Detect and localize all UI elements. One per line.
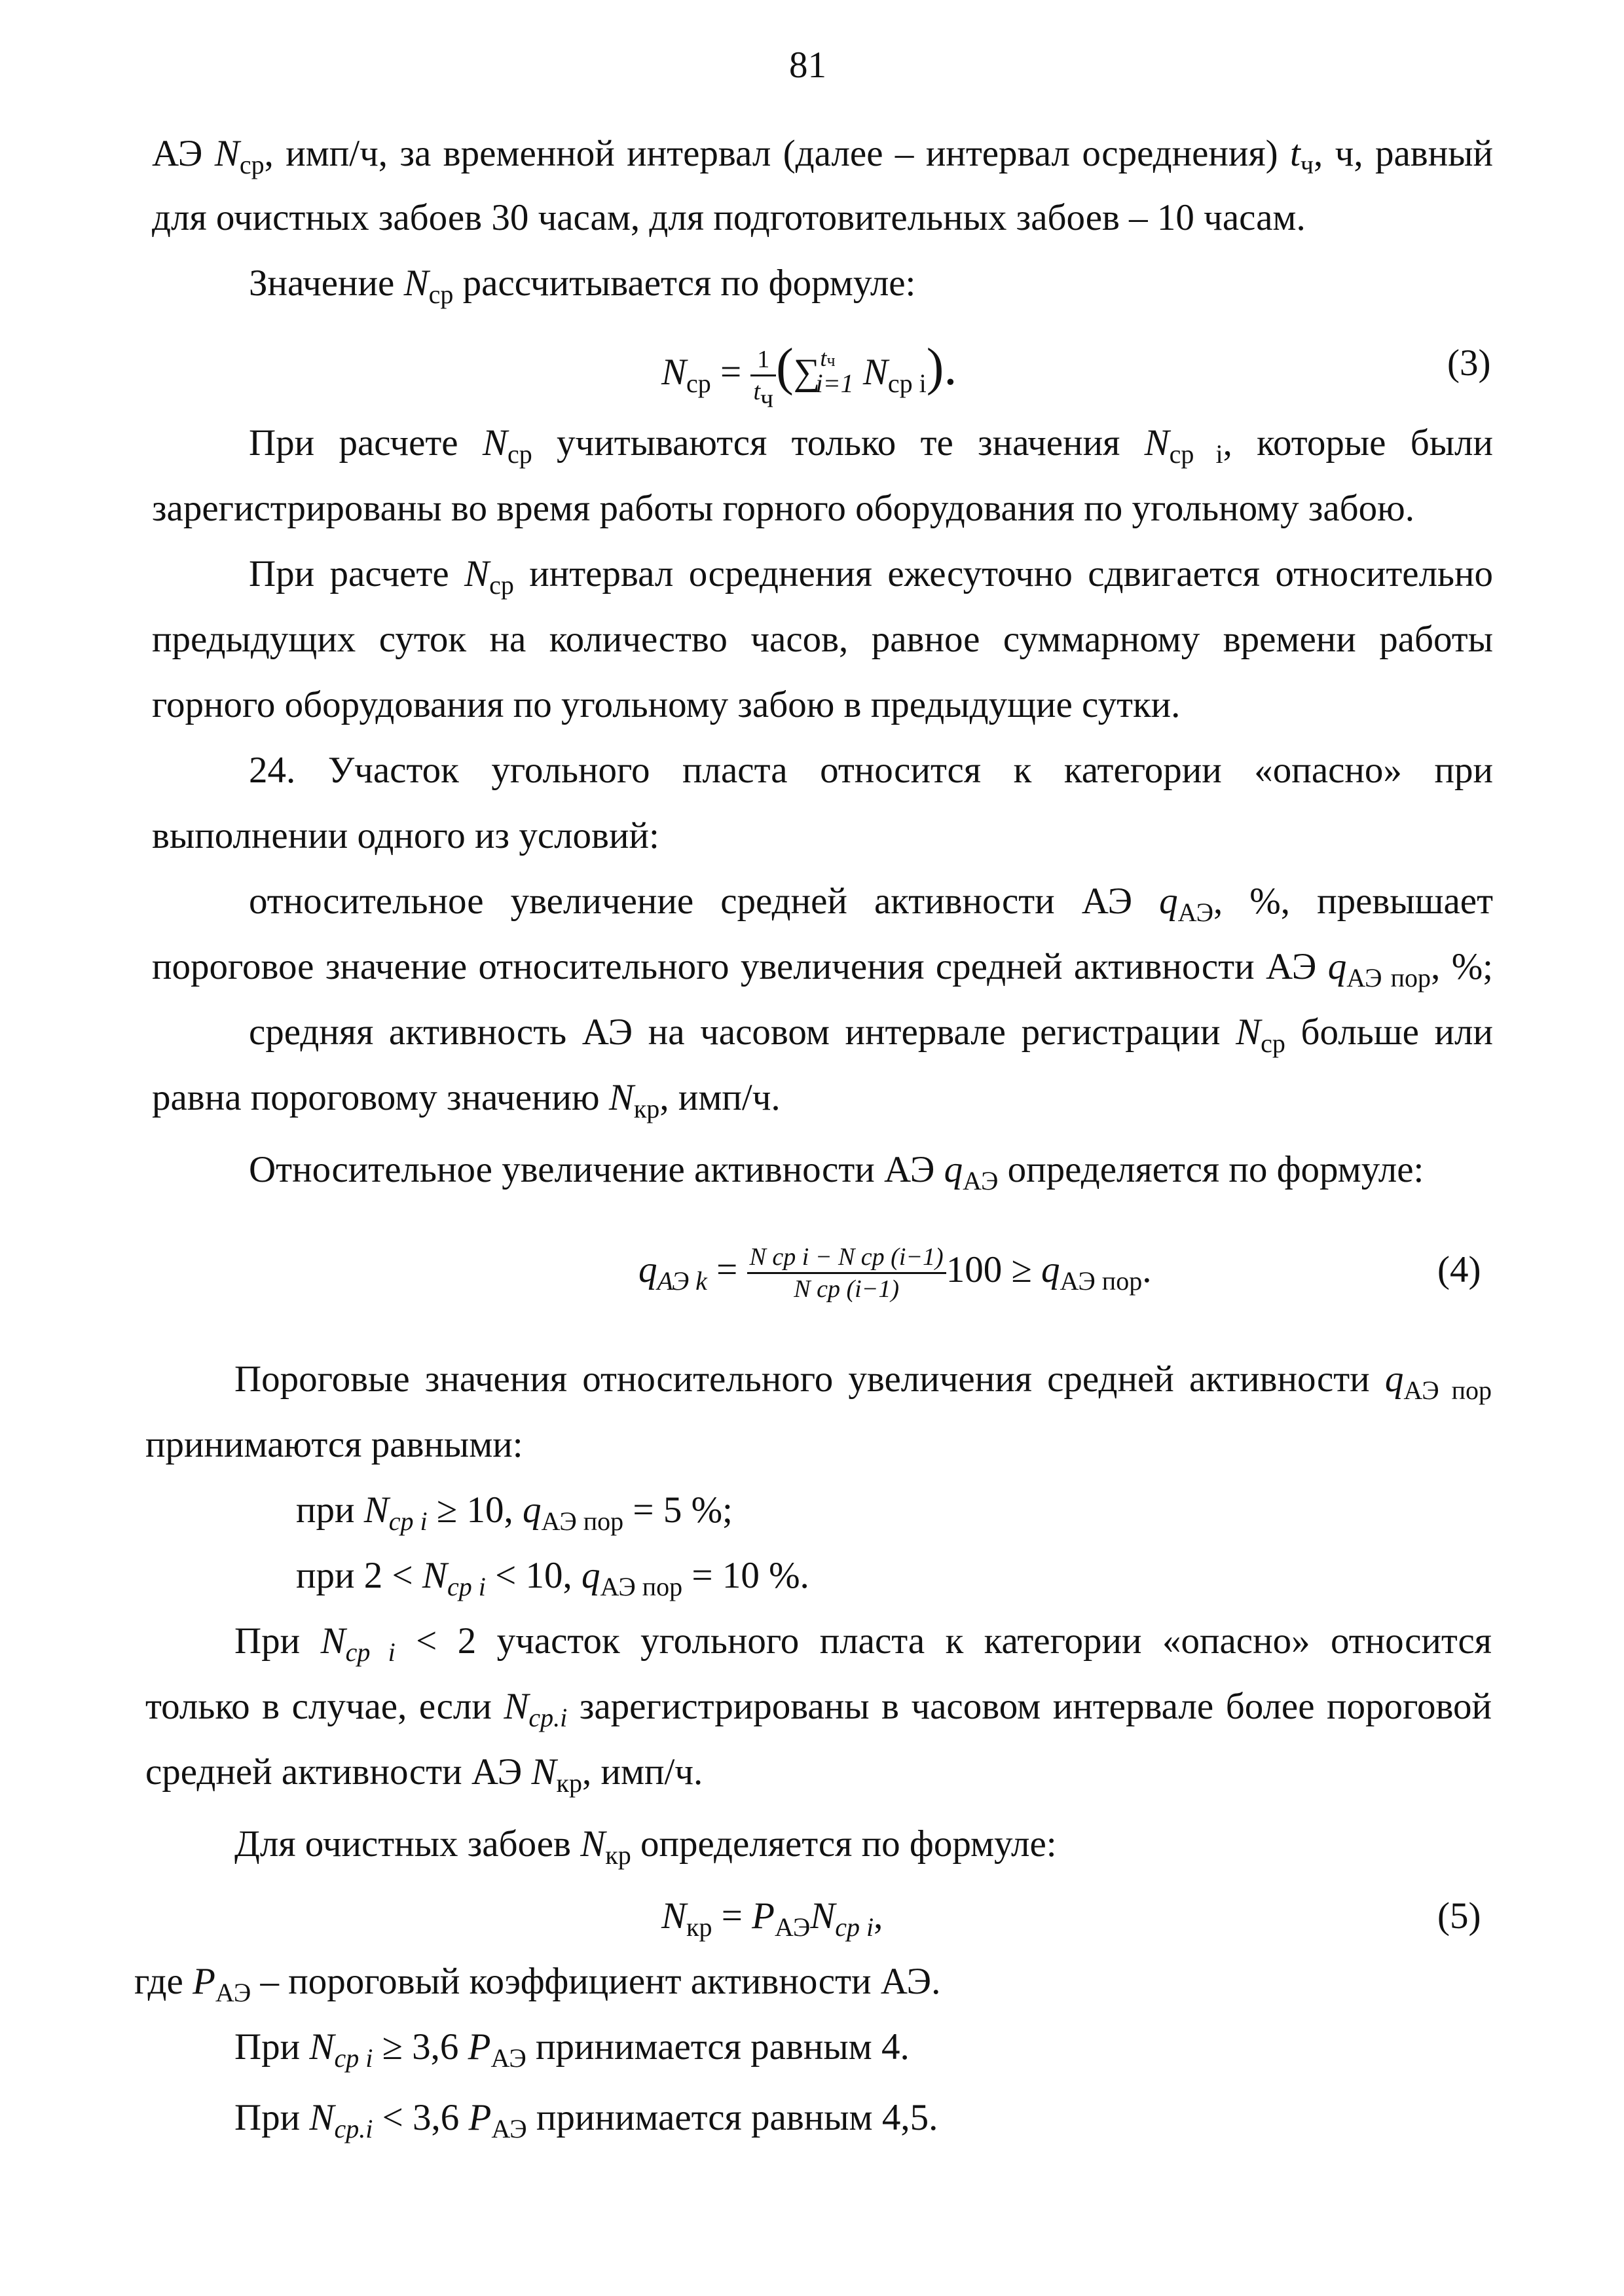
paragraph-2: Значение $N_{ср}$ рассчитывается по формуле: (249, 263, 916, 309)
equation-3: $N_{ср}$ = $\frac{1}{t_ч}$ (∑$^{tч}_{i=1}$ $N_{ср i}$). (661, 338, 957, 414)
equation-4-number: (4) (1437, 1249, 1481, 1290)
paragraph-5-line-2: выполнении одного из условий: (152, 815, 659, 856)
paragraph-1-line-2: для очистных забоев 30 часам, для подготовительных забоев – 10 часам. (152, 197, 1306, 238)
page-number: 81 (789, 45, 826, 86)
paragraph-13: Для очистных забоев $N_{кр}$ определяется по формуле: (234, 1823, 1057, 1870)
paragraph-3-line-1: При расчете $N_{ср}$ учитываются только те значения $N_{ср i}$, которые были (249, 422, 1493, 469)
paragraph-15: При $N_{ср i} \ge 3,6$ $P_{АЭ}$ принимается равным 4. (234, 2026, 910, 2073)
equation-4-fraction: $\frac{\text{N ср i − N ср (i−1)}}{\text{N ср (i−1)}}$ (747, 1242, 946, 1304)
paragraph-12-line-2: только в случае, если $N_{ср.i}$ зарегистрированы в часовом интервале более пороговой (145, 1686, 1492, 1732)
paragraph-6-line-1: относительное увеличение средней активности АЭ $q_{АЭ}$, %, превышает (249, 881, 1493, 927)
paragraph-11: при $2 < N_{ср i} < 10$, $q_{АЭ пор} = 10$ %. (296, 1555, 809, 1601)
equation-3-fraction: $\frac{1}{t_ч}$ (750, 344, 776, 407)
paragraph-5-line-1: 24. Участок угольного пласта относится к категории «опасно» при (249, 750, 1493, 791)
paragraph-7-line-2: равна пороговому значению $N_{кр}$, имп/ч. (152, 1077, 781, 1123)
equation-5: $N_{кр} = P_{АЭ}N_{ср i}$, (661, 1895, 883, 1942)
paragraph-6-line-2: пороговое значение относительного увеличения средней активности АЭ $q_{АЭ пор}$, %; (152, 946, 1494, 993)
paragraph-4-line-1: При расчете $N_{ср}$ интервал осреднения ежесуточно сдвигается относительно (249, 553, 1494, 600)
paragraph-9-line-1: Пороговые значения относительного увеличения средней активности $q_{АЭ пор}$ (234, 1358, 1492, 1405)
paragraph-1-line-1: АЭ $N_{ср}$, имп/ч, за временной интервал (далее – интервал осреднения) $t_ч$, ч, равный (152, 133, 1494, 179)
paragraph-14: где $P_{АЭ}$ – пороговый коэффициент активности АЭ. (134, 1961, 941, 2007)
paragraph-12-line-1: При $N_{ср i} < 2$ участок угольного пласта к категории «опасно» относится (234, 1620, 1492, 1667)
paragraph-16: При $N_{ср.i} < 3,6$ $P_{АЭ}$ принимается равным 4,5. (234, 2097, 938, 2143)
equation-3-number: (3) (1447, 342, 1491, 384)
paragraph-7-line-1: средняя активность АЭ на часовом интервале регистрации $N_{ср}$ больше или (249, 1011, 1493, 1058)
equation-4: $q_{АЭ k}$ = $\frac{\text{N ср i − N ср (i−1)}}{\text{N ср (i−1)}}$ $100 \ge q_{АЭ пор}$. (638, 1243, 1152, 1303)
paragraph-10: при $N_{ср i} \ge 10$, $q_{АЭ пор} = 5$ %; (296, 1489, 733, 1536)
paragraph-9-line-2: принимаются равными: (145, 1424, 523, 1465)
paragraph-12-line-3: средней активности АЭ $N_{кр}$, имп/ч. (145, 1751, 703, 1798)
paragraph-4-line-2: предыдущих суток на количество часов, равное суммарному времени работы (152, 619, 1493, 660)
paragraph-3-line-2: зарегистрированы во время работы горного оборудования по угольному забою. (152, 488, 1415, 529)
equation-5-number: (5) (1437, 1895, 1481, 1937)
paragraph-4-line-3: горного оборудования по угольному забою в предыдущие сутки. (152, 684, 1181, 725)
paragraph-8: Относительное увеличение активности АЭ $q_{АЭ}$ определяется по формуле: (249, 1149, 1424, 1195)
